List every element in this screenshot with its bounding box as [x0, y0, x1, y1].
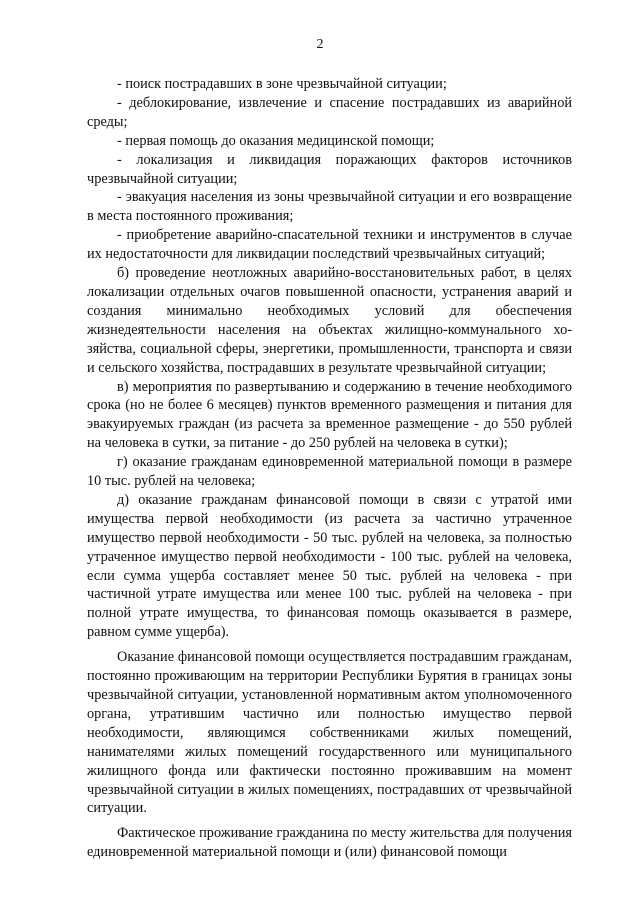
list-item-evacuation: - эвакуация населения из зоны чрезвычайной ситуации и его возвращение в места постоянного проживания; [87, 189, 572, 225]
list-item-equipment: - приобретение аварийно-спасательной техники и инструментов в случае их недостаточности для ликвидации последствий чрезвычайных ситуаций; [87, 227, 572, 263]
list-item-search: - поиск пострадавших в зоне чрезвычайной ситуации; [117, 76, 447, 92]
document-body [87, 75, 572, 862]
clause-v: в) мероприятия по развертыванию и содержанию в течение необходимого срока (но не более 6 месяцев) пунктов временного размещения и питания для эвакуируемых граждан (из расчета за временное размещение - до 550 рублей на человека в сутки, за питание - до 250 рублей на человека в сутки); [87, 378, 572, 452]
page-number: 2 [316, 37, 324, 52]
clause-b: б) проведение неотложных аварийно-восстановительных работ, в целях локализации отдельных очагов повышенной опасности, устранения аварий и создания минимально необходимых условий для обеспечения жизнедеятельности населения на объектах жилищно-коммунального хозяйства, социальной сферы, энергетики, промышленности, транспорта и связи и сельского хозяйства, пострадавших в результате чрезвычайной ситуации; [87, 265, 572, 376]
clause-d: д) оказание гражданам финансовой помощи в связи с утратой ими имущества первой необходимости (из расчета за частично утраченное имущество первой необходимости - 50 тыс. рублей на человека, за полностью утраченное имущество первой необходимости - 100 тыс. рублей на человека, если сумма ущерба составляет менее 50 тыс. рублей на человека - при частичной утрате имущества или менее 100 тыс. рублей на человека - при полной утрате имущества, то финансовая помощь оказывается в размере, равном сумме ущерба). [87, 491, 572, 641]
paragraph-financial-aid: Оказание финансовой помощи осуществляется пострадавшим гражданам, постоянно проживающим на территории Республики Бурятия в границах зоны чрезвычайной ситуации, установленной нормативным актом уполномоченного органа, утратившим частично или полностью имущество первой необходимости, являющимся собственниками жилых помещений, нанимателями жилых помещений государственного или муниципального жилищного фонда или фактически постоянно проживавшим на момент чрезвычайной ситуации в жилых помещениях, пострадавших от чрезвычайной ситуации. [87, 649, 572, 817]
clause-g: г) оказание гражданам единовременной материальной помощи в размере 10 тыс. рублей на человека; [87, 454, 572, 490]
list-item-first-aid: - первая помощь до оказания медицинской помощи; [117, 132, 435, 149]
list-item-localization: - локализация и ликвидация поражающих факторов источников чрезвычайной ситуации; [87, 151, 572, 187]
paragraph-actual-residence: Фактическое проживание гражданина по месту жительства для получения единовременной материальной помощи и (или) финансовой помощи [87, 825, 572, 861]
list-item-deblocking: - деблокирование, извлечение и спасение пострадавших из аварийной среды; [87, 94, 572, 130]
